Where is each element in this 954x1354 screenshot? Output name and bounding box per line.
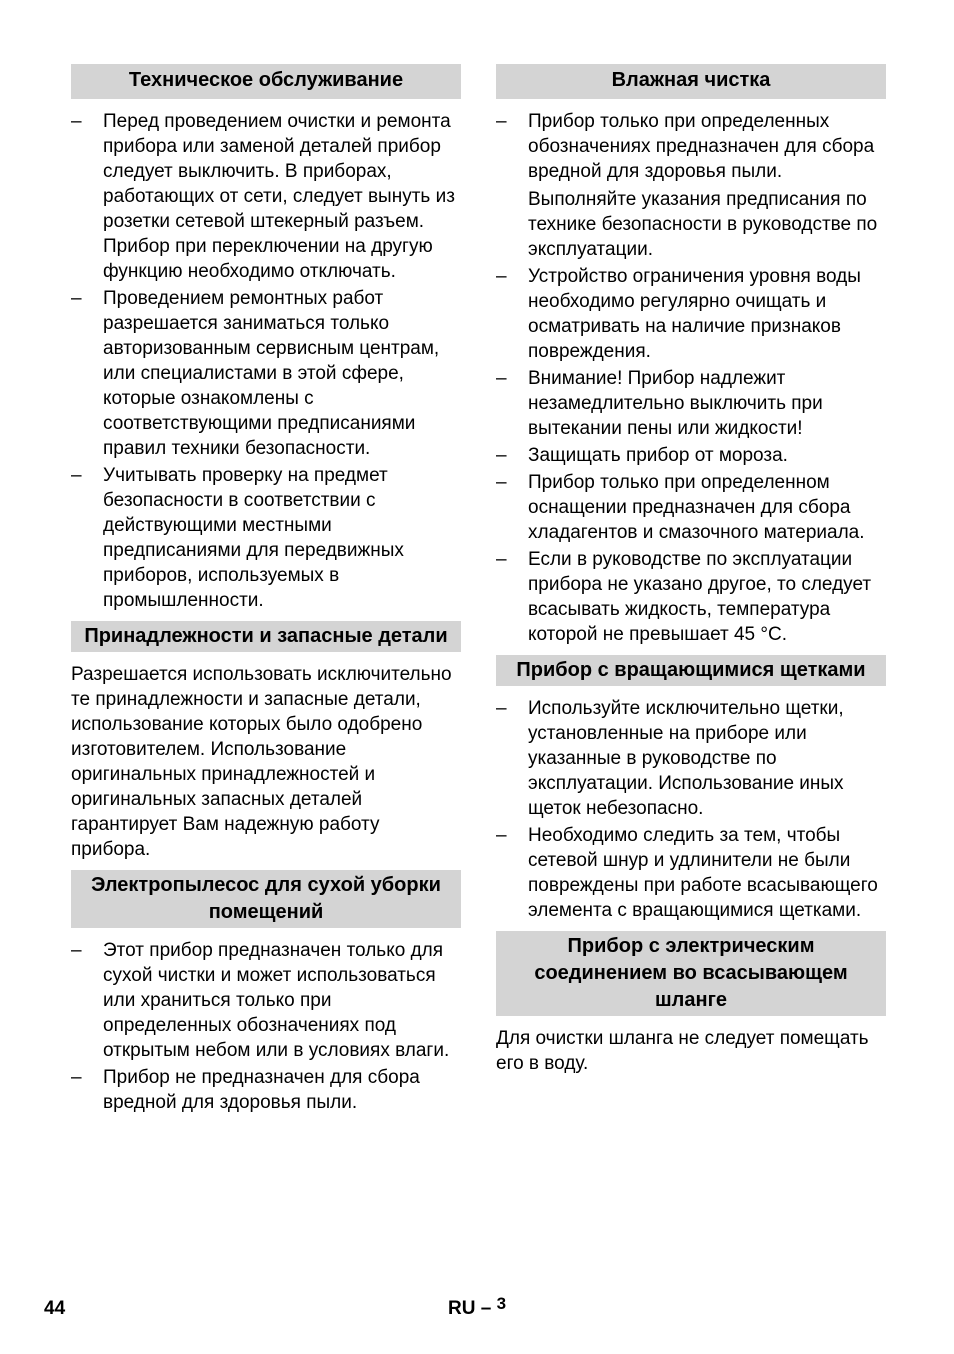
- list-item-text: Необходимо следить за тем, чтобы сетевой шнур и удлинители не были повреждены при работе всасывающего элемента с вращающимися щетками.: [528, 825, 878, 921]
- section-accessories: [71, 621, 461, 862]
- list-item-note: Выполняйте указания предписания по технике безопасности в руководстве по эксплуатации.: [528, 189, 878, 260]
- list-item-text: Учитывать проверку на предмет безопасности в соответствии с действующими местными предписаниями для передвижных приборов, используемых в промышленности.: [103, 465, 404, 611]
- page-code: [448, 1294, 507, 1320]
- list-item: [71, 1065, 461, 1115]
- bullet-dash: –: [71, 288, 82, 309]
- list-item: [71, 938, 461, 1063]
- list-item: [496, 470, 886, 545]
- section-electric-hose: [496, 931, 886, 1076]
- list-item: [496, 547, 886, 647]
- bullet-dash: –: [71, 465, 82, 486]
- section-heading-rotating-brushes: Прибор с вращающимися щетками: [496, 655, 886, 686]
- list-item: [71, 109, 461, 284]
- section-heading-electric-hose: Прибор с электрическим соединением во всасывающем шланге: [496, 931, 886, 1016]
- list-item-text: Прибор только при определенных обозначениях предназначен для сбора вредной для здоровья пыли.: [528, 111, 875, 182]
- list-item-text: Устройство ограничения уровня воды необходимо регулярно очищать и осматривать на наличие признаков повреждения.: [528, 266, 861, 362]
- section-maintenance: [71, 64, 461, 613]
- rotating-brushes-list: [496, 696, 886, 923]
- bullet-dash: –: [496, 111, 507, 132]
- list-item: [71, 463, 461, 613]
- left-column: [71, 64, 461, 1123]
- section-rotating-brushes: [496, 655, 886, 923]
- bullet-dash: –: [496, 825, 507, 846]
- language-code: RU –: [448, 1298, 492, 1319]
- bullet-dash: –: [496, 445, 507, 466]
- page-number: 44: [44, 1298, 66, 1319]
- bullet-dash: –: [496, 549, 507, 570]
- maintenance-list: [71, 109, 461, 613]
- section-heading-wet-cleaning: Влажная чистка: [496, 64, 886, 99]
- bullet-dash: –: [496, 368, 507, 389]
- sub-page-number: 3: [496, 1294, 507, 1313]
- dry-vacuum-list: [71, 938, 461, 1115]
- section-wet-cleaning: [496, 64, 886, 647]
- list-item-text: Прибор не предназначен для сбора вредной для здоровья пыли.: [103, 1067, 420, 1113]
- bullet-dash: –: [71, 111, 82, 132]
- bullet-dash: –: [71, 1067, 82, 1088]
- list-item-text: Этот прибор предназначен только для сухой чистки и может использоваться или храниться только при определенных обозначениях под открытым небом или в условиях влаги.: [103, 940, 450, 1061]
- list-item: [496, 109, 886, 262]
- section-heading-accessories: Принадлежности и запасные детали: [71, 621, 461, 652]
- list-item: [496, 443, 886, 468]
- list-item-text: Прибор только при определенном оснащении предназначен для сбора хладагентов и смазочного материала.: [528, 472, 865, 543]
- wet-cleaning-list: [496, 109, 886, 647]
- list-item-text: Используйте исключительно щетки, установленные на приборе или указанные в руководстве по эксплуатации. Использование иных щеток небезопасно.: [528, 698, 844, 819]
- list-item: [496, 366, 886, 441]
- section-heading-maintenance: Техническое обслуживание: [71, 64, 461, 99]
- section-dry-vacuum: [71, 870, 461, 1115]
- list-item-text: Внимание! Прибор надлежит незамедлительно выключить при вытекании пены или жидкости!: [528, 368, 823, 439]
- list-item-text: Если в руководстве по эксплуатации прибора не указано другое, то следует всасывать жидкость, температура которой не превышает 45 °C.: [528, 549, 872, 645]
- list-item: [496, 823, 886, 923]
- list-item-text: Перед проведением очистки и ремонта прибора или заменой деталей прибор следует выключить. В приборах, работающих от сети, следует вынуть из розетки сетевой штекерный разъем. Прибор при переключении на другую функцию необходимо отключать.: [103, 111, 455, 282]
- list-item: [496, 264, 886, 364]
- bullet-dash: –: [496, 266, 507, 287]
- electric-hose-paragraph: Для очистки шланга не следует помещать его в воду.: [496, 1028, 869, 1074]
- bullet-dash: –: [71, 940, 82, 961]
- list-item-text: Защищать прибор от мороза.: [528, 445, 788, 466]
- list-item-text: Проведением ремонтных работ разрешается заниматься только авторизованным сервисным центрам, или специалистами в этой сфере, которые ознакомлены с соответствующими предписаниями правил техники безопасности.: [103, 288, 440, 459]
- list-item: [71, 286, 461, 461]
- accessories-paragraph: Разрешается использовать исключительно те принадлежности и запасные детали, использование которых было одобрено изготовителем. Использование оригинальных принадлежностей и оригинальных запасных деталей гарантирует Вам надежную работу прибора.: [71, 664, 452, 860]
- bullet-dash: –: [496, 698, 507, 719]
- bullet-dash: –: [496, 472, 507, 493]
- list-item: [496, 696, 886, 821]
- section-heading-dry-vacuum: Электропылесос для сухой уборки помещений: [71, 870, 461, 928]
- right-column: [496, 64, 886, 1084]
